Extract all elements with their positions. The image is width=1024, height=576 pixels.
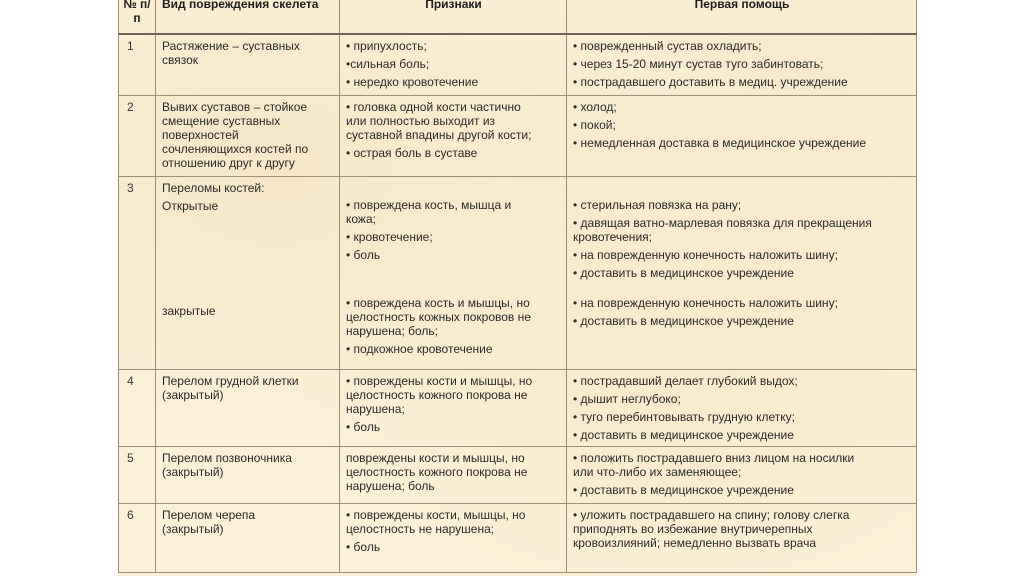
header-num: № п/п	[119, 0, 156, 34]
cell-line: • покой;	[573, 118, 616, 132]
cell-line: • доставить в медицинское учреждение	[573, 314, 794, 328]
first-aid-cell	[567, 370, 917, 447]
open-fracture-label: Открытые	[162, 199, 219, 213]
closed-fracture-label: закрытые	[162, 304, 216, 318]
injury-type-cell	[156, 504, 340, 573]
cell-line: повреждены кости и мышцы, но	[346, 451, 525, 465]
cell-line: кровотечения;	[573, 230, 652, 244]
injury-type-cell	[156, 34, 340, 96]
first-aid-cell	[567, 447, 917, 504]
cell-line: целостность не нарушена;	[346, 522, 495, 536]
cell-line: • на поврежденную конечность наложить шину;	[573, 248, 838, 262]
cell-line: • через 15-20 минут сустав туго забинтовать;	[573, 57, 824, 71]
first-aid-cell	[567, 177, 917, 370]
skeleton-injury-first-aid-table	[118, 0, 917, 573]
cell-line: • кровотечение;	[346, 230, 433, 244]
header-signs: Признаки	[340, 0, 567, 34]
cell-line: нарушена; боль;	[346, 324, 438, 338]
row-number: 5	[119, 447, 156, 504]
table-row	[119, 504, 917, 573]
cell-line: • холод;	[573, 100, 617, 114]
cell-line: целостность кожного покрова не	[346, 388, 528, 402]
row-number: 2	[119, 96, 156, 177]
cell-line: • доставить в медицинское учреждение	[573, 428, 794, 442]
first-aid-cell	[567, 504, 917, 573]
cell-line: • пострадавшего доставить в медиц. учреждение	[573, 75, 848, 89]
closed-fracture-signs	[346, 296, 561, 356]
cell-line: • давящая ватно-марлевая повязка для прекращения	[573, 216, 872, 230]
cell-line: • поврежденный сустав охладить;	[573, 39, 762, 53]
closed-fracture-aid	[573, 296, 911, 328]
cell-line: •сильная боль;	[346, 57, 430, 71]
cell-line: приподнять во избежание внутричерепных	[573, 522, 813, 536]
cell-line: • туго перебинтовывать грудную клетку;	[573, 410, 795, 424]
cell-line: кровоизлияний; немедленно вызвать врача	[573, 536, 817, 550]
cell-line: целостность кожного покрова не	[346, 465, 528, 479]
cell-line: Растяжение – суставных	[162, 39, 300, 53]
injury-type-cell	[156, 96, 340, 177]
cell-line: • боль	[346, 540, 381, 554]
cell-line: • нередко кровотечение	[346, 75, 479, 89]
signs-cell	[340, 504, 567, 573]
row-number: 3	[119, 177, 156, 370]
header-row	[119, 0, 917, 34]
cell-line: • повреждена кость, мышца и	[346, 198, 512, 212]
table-row	[119, 370, 917, 447]
cell-line: Переломы костей:	[162, 181, 265, 195]
row-number: 4	[119, 370, 156, 447]
cell-line: Перелом черепа	[162, 508, 256, 522]
cell-line: • доставить в медицинское учреждение	[573, 266, 794, 280]
cell-line: сочленяющихся костей по	[162, 142, 309, 156]
cell-line: целостность кожных покровов не	[346, 310, 531, 324]
cell-line: или что-либо их заменяющее;	[573, 465, 742, 479]
cell-line: • пострадавший делает глубокий выдох;	[573, 374, 798, 388]
cell-line: • подкожное кровотечение	[346, 342, 493, 356]
cell-line: (закрытый)	[162, 522, 224, 536]
cell-line: отношению друг к другу	[162, 156, 295, 170]
cell-line: • боль	[346, 420, 381, 434]
cell-line: (закрытый)	[162, 388, 224, 402]
injury-type-cell	[156, 447, 340, 504]
table-row	[119, 447, 917, 504]
cell-line: Перелом грудной клетки	[162, 374, 299, 388]
cell-line: • стерильная повязка на рану;	[573, 198, 742, 212]
cell-line: • положить пострадавшего вниз лицом на носилки	[573, 451, 855, 465]
cell-line: нарушена; боль	[346, 479, 435, 493]
open-fracture-signs	[346, 198, 561, 262]
cell-line: • доставить в медицинское учреждение	[573, 483, 794, 497]
signs-cell	[340, 177, 567, 370]
cell-line: • уложить пострадавшего на спину; голову слегка	[573, 508, 850, 522]
open-fracture-aid	[573, 198, 911, 280]
cell-line: • боль	[346, 248, 381, 262]
table-row	[119, 96, 917, 177]
cell-line: или полностью выходит из	[346, 114, 496, 128]
table-row	[119, 177, 917, 370]
cell-line: • острая боль в суставе	[346, 146, 478, 160]
cell-line: • немедленная доставка в медицинское учреждение	[573, 136, 867, 150]
injury-type-cell	[156, 370, 340, 447]
first-aid-cell	[567, 96, 917, 177]
injury-type-cell	[156, 177, 340, 370]
cell-line: • повреждены кости и мышцы, но	[346, 374, 533, 388]
cell-line: нарушена;	[346, 402, 405, 416]
cell-line: • повреждена кость и мышцы, но	[346, 296, 530, 310]
cell-line: • припухлость;	[346, 39, 427, 53]
cell-line: • на поврежденную конечность наложить шину;	[573, 296, 838, 310]
header-injury-type: Вид повреждения скелета	[156, 0, 340, 34]
row-number: 6	[119, 504, 156, 573]
cell-line: кожа;	[346, 212, 376, 226]
cell-line: Вывих суставов – стойкое	[162, 100, 308, 114]
signs-cell	[340, 34, 567, 96]
cell-line: смещение суставных	[162, 114, 281, 128]
cell-line: (закрытый)	[162, 465, 224, 479]
signs-cell	[340, 96, 567, 177]
cell-line: связок	[162, 53, 199, 67]
table-row	[119, 34, 917, 96]
cell-line: поверхностей	[162, 128, 239, 142]
cell-line: • повреждены кости, мышцы, но	[346, 508, 526, 522]
cell-line: • дышит неглубоко;	[573, 392, 681, 406]
cell-line: Перелом позвоночника	[162, 451, 292, 465]
row-number: 1	[119, 34, 156, 96]
signs-cell	[340, 370, 567, 447]
signs-cell	[340, 447, 567, 504]
first-aid-cell	[567, 34, 917, 96]
header-first-aid: Первая помощь	[567, 0, 917, 34]
cell-line: • головка одной кости частично	[346, 100, 521, 114]
cell-line: суставной впадины другой кости;	[346, 128, 532, 142]
